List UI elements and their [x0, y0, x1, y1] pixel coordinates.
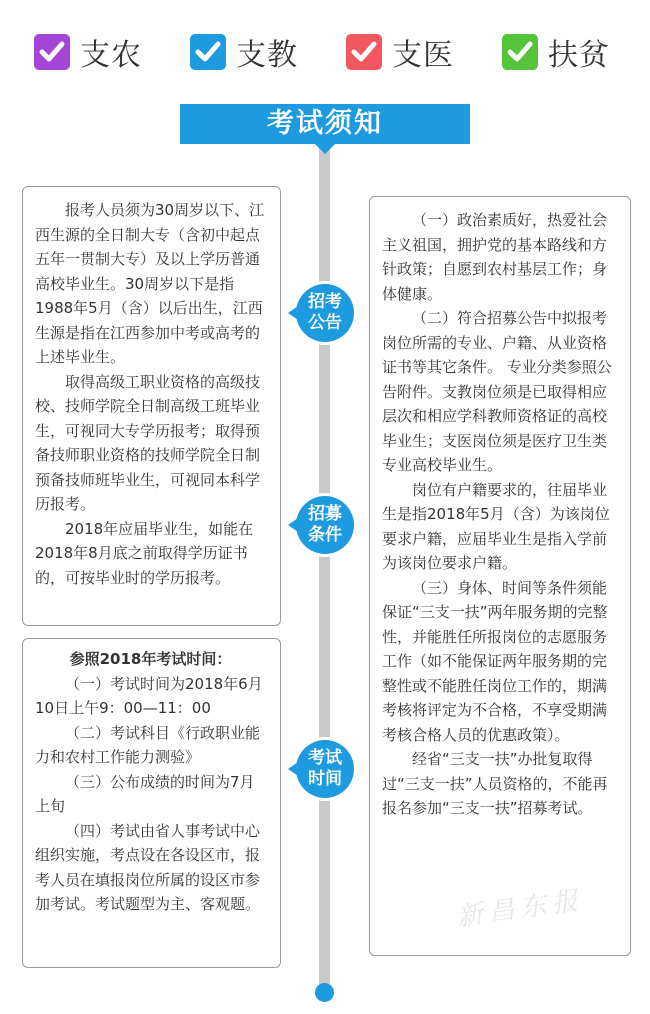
- node-label: 招考: [308, 292, 342, 312]
- conditions-paragraph: （一）政治素质好，热爱社会主义祖国，拥护党的基本路线和方针政策；自愿到农村基层工作；身体健康。: [382, 211, 608, 303]
- node-label: 考试: [308, 748, 342, 768]
- category-label: 支教: [236, 38, 298, 73]
- check-icon: [502, 34, 538, 70]
- exam-time-title: 参照2018年考试时间：: [69, 650, 232, 668]
- check-icon: [346, 34, 382, 70]
- node-label: 时间: [308, 769, 342, 789]
- check-icon: [34, 34, 70, 70]
- check-icon: [190, 34, 226, 70]
- node-exam-time: [296, 740, 354, 798]
- exam-time-item: （二）考试科目《行政职业能力和农村工作能力测验》: [35, 723, 261, 766]
- exam-time-card: [22, 638, 281, 968]
- timeline-end-dot: [315, 983, 334, 1002]
- exam-time-item: （三）公布成绩的时间为7月上旬: [35, 772, 255, 815]
- conditions-paragraph: （二）符合招募公告中拟报考岗位所需的专业、户籍、从业资格证书等其它条件。 专业分类参照公告附件。支教岗位须是已取得相应层次和相应学科教师资格证的高校毕业生；支医岗位须是医疗卫生类专业高校毕业生。: [382, 309, 612, 474]
- eligibility-paragraph: 取得高级工职业资格的高级技校、技师学院全日制高级工班毕业生，可视同大专学历报考；取得预备技师职业资格的技师学院全日制预备技师班毕业生，可视同本科学历报考。: [35, 372, 261, 513]
- conditions-paragraph: 经省“三支一扶”办批复取得过“三支一扶”人员资格的，不能再报名参加“三支一扶”招募考试。: [382, 750, 608, 817]
- category-label: 支农: [80, 38, 142, 73]
- timeline-line: [319, 142, 330, 990]
- node-announcement: [296, 284, 354, 342]
- conditions-card: [369, 196, 631, 956]
- eligibility-paragraph: 2018年应届毕业生，如能在2018年8月底之前取得学历证书的，可按毕业时的学历报考。: [35, 519, 254, 587]
- banner-pointer: [315, 144, 335, 154]
- node-label: 公告: [308, 313, 342, 333]
- category-fupin: [502, 32, 610, 72]
- exam-time-item: （四）考试由省人事考试中心组织实施，考点设在各设区市，报考人员在填报岗位所属的设区市参加考试。考试题型为主、客观题。: [35, 821, 261, 913]
- category-label: 扶贫: [548, 38, 610, 73]
- category-label: 支医: [392, 38, 454, 73]
- conditions-paragraph: 岗位有户籍要求的，往届毕业生是指2018年5月（含）为该岗位要求户籍，应届毕业生是指入学前为该岗位要求户籍。: [382, 480, 610, 572]
- page-title: 考试须知: [180, 104, 470, 144]
- category-zhiyi: [346, 32, 454, 72]
- node-label: 条件: [308, 525, 342, 545]
- eligibility-card: [22, 186, 281, 626]
- node-conditions: [296, 496, 354, 554]
- node-label: 招募: [308, 504, 342, 524]
- conditions-paragraph: （三）身体、时间等条件须能保证“三支一扶”两年服务期的完整性，并能胜任所报岗位的志愿服务工作（如不能保证两年服务期的完整性或不能胜任岗位工作的，期满考核将评定为不合格，不享受期满考核合格人员的优惠政策）。: [382, 578, 608, 744]
- watermark: 新昌东报: [454, 885, 586, 933]
- category-zhinong: [34, 32, 142, 72]
- exam-time-item: （一）考试时间为2018年6月10日上午9：00—11：00: [35, 674, 263, 717]
- category-zhijiao: [190, 32, 298, 72]
- eligibility-paragraph: 报考人员须为30周岁以下、江西生源的全日制大专（含初中起点五年一贯制大专）及以上学历普通高校毕业生。30周岁以下是指1988年5月（含）以后出生，江西生源是指在江西参加中考或高考的上述毕业生。: [35, 201, 265, 366]
